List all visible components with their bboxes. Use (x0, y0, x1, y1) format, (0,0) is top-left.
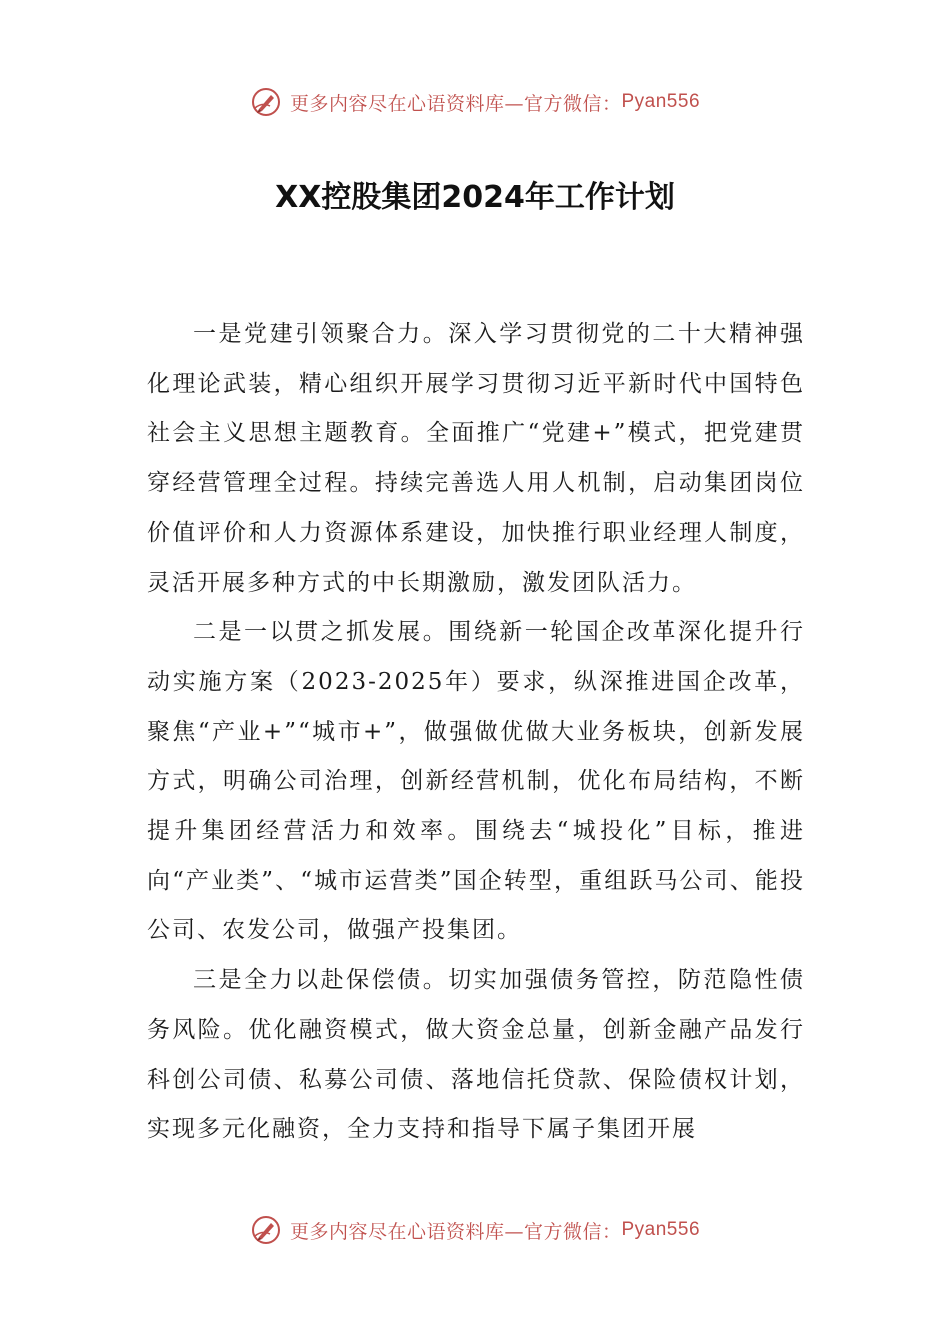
paragraph-debt-repayment: 三是全力以赴保偿债。切实加强债务管控，防范隐性债务风险。优化融资模式，做大资金总量，创新金融产品发行科创公司债、私募公司债、落地信托贷款、保险债权计划，实现多元化融资，全力支持和指导下属子集团开展 (147, 967, 805, 1143)
watermark-text: 更多内容尽在心语资料库—官方微信： (289, 92, 622, 115)
watermark-wechat-id: Pyan556 (621, 91, 701, 112)
pen-logo-icon (250, 86, 282, 118)
document-title: XX控股集团2024年工作计划 (275, 180, 675, 215)
footer-watermark (0, 1210, 950, 1250)
document-body (147, 310, 805, 1155)
paragraph-development: 二是一以贯之抓发展。围绕新一轮国企改革深化提升行动实施方案（2023-2025年）要求，纵深推进国企改革，聚焦“产业+”“城市+”，做强做优做大业务板块，创新发展方式，明确公司治理，创新经营机制，优化布局结构，不断提升集团经营活力和效率。围绕去“城投化”目标，推进向“产业类”、“城市运营类”国企转型，重组跃马公司、能投公司、农发公司，做强产投集团。 (147, 619, 805, 944)
watermark-wechat-id: Pyan556 (621, 1219, 701, 1240)
header-watermark (0, 82, 950, 122)
paragraph-party-building: 一是党建引领聚合力。深入学习贯彻党的二十大精神强化理论武装，精心组织开展学习贯彻习近平新时代中国特色社会主义思想主题教育。全面推广“党建+”模式，把党建贯穿经营管理全过程。持续完善选人用人机制，启动集团岗位价值评价和人力资源体系建设，加快推行职业经理人制度，灵活开展多种方式的中长期激励，激发团队活力。 (147, 321, 805, 596)
watermark-text: 更多内容尽在心语资料库—官方微信： (289, 1220, 622, 1243)
pen-logo-icon (250, 1214, 282, 1246)
